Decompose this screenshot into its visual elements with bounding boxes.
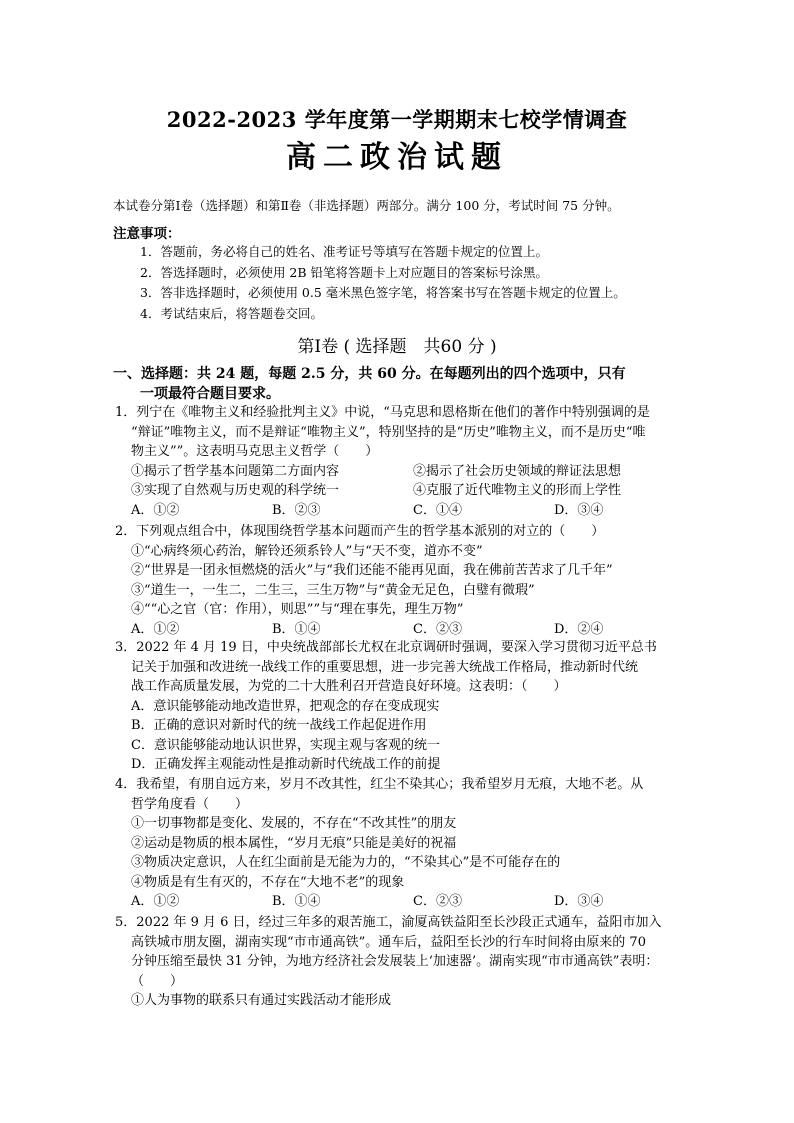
exam-title: 2022-2023 学年度第一学期期末七校学情调查 xyxy=(166,107,628,132)
question-stem: 哲学角度看（ ） xyxy=(131,796,249,812)
statement-3: ③实现了自然观与历史观的科学统一 xyxy=(131,483,340,498)
question-3 xyxy=(115,638,695,775)
statement-3: ③“道生一，一生二，二生三，三生万物”与“黄金无足色，白璧有微瑕” xyxy=(131,582,535,598)
option-a: A．①② xyxy=(131,621,180,637)
note-item: 1．答题前，务必将自己的姓名、准考证号等填写在答题卡规定的位置上。 xyxy=(140,244,548,259)
option-c: C．②③ xyxy=(413,621,462,637)
exam-subject-title: 高二政治试题 xyxy=(286,140,508,175)
question-2 xyxy=(115,522,695,639)
question-1 xyxy=(115,403,695,520)
note-item: 3．答非选择题时，必须使用 0.5 毫米黑色签字笔，将答案书写在答题卡规定的位置上。 xyxy=(140,285,626,300)
question-stem: 物主义””。这表明马克思主义哲学（ ） xyxy=(131,444,379,459)
option-d: D．③④ xyxy=(554,502,604,518)
statement-1: ①“心病终须心药治，解铃还须系铃人”与“天不变，道亦不变” xyxy=(131,543,483,559)
options-row xyxy=(115,501,695,521)
question-stem: 分钟压缩至最快 31 分钟，为地方经济社会发展装上‘加速器’。湖南实现“市市通高铁”表明： xyxy=(131,954,659,969)
option-a: A．①② xyxy=(131,502,180,518)
option-b: B．①④ xyxy=(272,621,321,637)
statement-row xyxy=(115,481,695,501)
statement-4: ④““心之官（官：作用），则思””与“理在事先，理生万物” xyxy=(131,602,464,617)
statement-2: ②运动是物质的根本属性，“岁月无痕”只能是美好的祝福 xyxy=(131,835,457,851)
statement-1: ①一切事物都是变化、发展的，不存在“不改其性”的朋友 xyxy=(131,816,457,831)
question-stem: （ ） xyxy=(131,973,184,989)
question-4 xyxy=(115,775,695,912)
option-d: D．②④ xyxy=(554,621,604,637)
question-stem: 1．列宁在《唯物主义和经验批判主义》中说，“马克思和恩格斯在他们的著作中特别强调的是 xyxy=(115,405,650,420)
statement-1: ①揭示了哲学基本问题第二方面内容 xyxy=(131,463,340,479)
statement-2: ②揭示了社会历史领域的辩证法思想 xyxy=(413,463,622,479)
part-heading xyxy=(113,364,703,404)
option-b: B．②③ xyxy=(272,502,321,518)
question-stem: 4．我希望，有朋自远方来，岁月不改其性，红尘不染其心；我希望岁月无痕，大地不老。从 xyxy=(115,777,644,792)
option-b: B．①④ xyxy=(272,894,321,909)
exam-intro: 本试卷分第Ⅰ卷（选择题）和第Ⅱ卷（非选择题）两部分。满分 100 分，考试时间 75 分钟。 xyxy=(113,198,620,213)
question-stem: 5．2022 年 9 月 6 日，经过三年多的艰苦施工，渝厦高铁益阳至长沙段正式通车，益阳市加入 xyxy=(115,915,662,930)
notes-list xyxy=(140,242,700,324)
statement-1: ①人为事物的联系只有通过实践活动才能形成 xyxy=(131,993,392,1008)
part-heading-line1: 一、选择题：共 24 题，每题 2.5 分，共 60 分。在每题列出的四个选项中，只有 xyxy=(113,366,626,382)
option-a: A．①② xyxy=(131,894,180,909)
option-c: C．②③ xyxy=(413,894,462,909)
note-item: 4．考试结束后，将答题卷交回。 xyxy=(140,305,323,321)
option-c: C．①④ xyxy=(413,502,462,518)
statement-4: ④物质是有生有灭的，不存在“大地不老”的现象 xyxy=(131,874,405,890)
options-row xyxy=(115,892,695,912)
note-item: 2．答选择题时，必须使用 2B 铅笔将答题卡上对应题目的答案标号涂黑。 xyxy=(140,264,549,280)
option-c: C．意识能够能动地认识世界，实现主观与客观的统一 xyxy=(131,737,440,753)
statement-4: ④克服了近代唯物主义的形而上学性 xyxy=(413,483,622,498)
question-stem: “辩证”唯物主义，而不是辩证“唯物主义”，特别坚持的是“历史”唯物主义，而不是历史“唯 xyxy=(131,424,646,440)
option-b: B．正确的意识对新时代的统一战线工作起促进作用 xyxy=(131,718,427,733)
statement-row xyxy=(115,462,695,482)
question-stem: 高铁城市朋友圈，湖南实现“市市通高铁”。通车后，益阳至长沙的行车时间将由原来的 70 xyxy=(131,934,646,950)
options-row xyxy=(115,620,695,640)
option-a: A．意识能够能动地改造世界，把观念的存在变成现实 xyxy=(131,698,440,714)
notes-heading: 注意事项： xyxy=(113,226,181,242)
question-5 xyxy=(115,913,695,1011)
statement-2: ②“世界是一团永恒燃烧的活火”与“我们还能不能再见面，我在佛前苦苦求了几千年” xyxy=(131,563,613,578)
statement-3: ③物质决定意识，人在红尘面前是无能为力的，“不染其心”是不可能存在的 xyxy=(131,855,561,870)
option-d: D．正确发挥主观能动性是推动新时代统战工作的前提 xyxy=(131,757,441,772)
question-stem: 2．下列观点组合中，体现围绕哲学基本问题而产生的哲学基本派别的对立的（ ） xyxy=(115,524,605,539)
question-stem: 记关于加强和改进统一战线工作的重要思想，进一步完善大统战工作格局，推动新时代统 xyxy=(131,659,639,675)
question-stem: 3．2022 年 4 月 19 日，中央统战部部长尤权在北京调研时强调，要深入学习贯彻习近平总书 xyxy=(115,640,657,655)
part-heading-line2: 一项最符合题目要求。 xyxy=(140,386,280,402)
section-title: 第Ⅰ卷 ( 选择题 共60 分 ) xyxy=(297,337,497,357)
question-stem: 战工作高质量发展，为党的二十大胜利召开营造良好环境。这表明：（ ） xyxy=(131,679,567,694)
option-d: D．③④ xyxy=(554,894,604,909)
